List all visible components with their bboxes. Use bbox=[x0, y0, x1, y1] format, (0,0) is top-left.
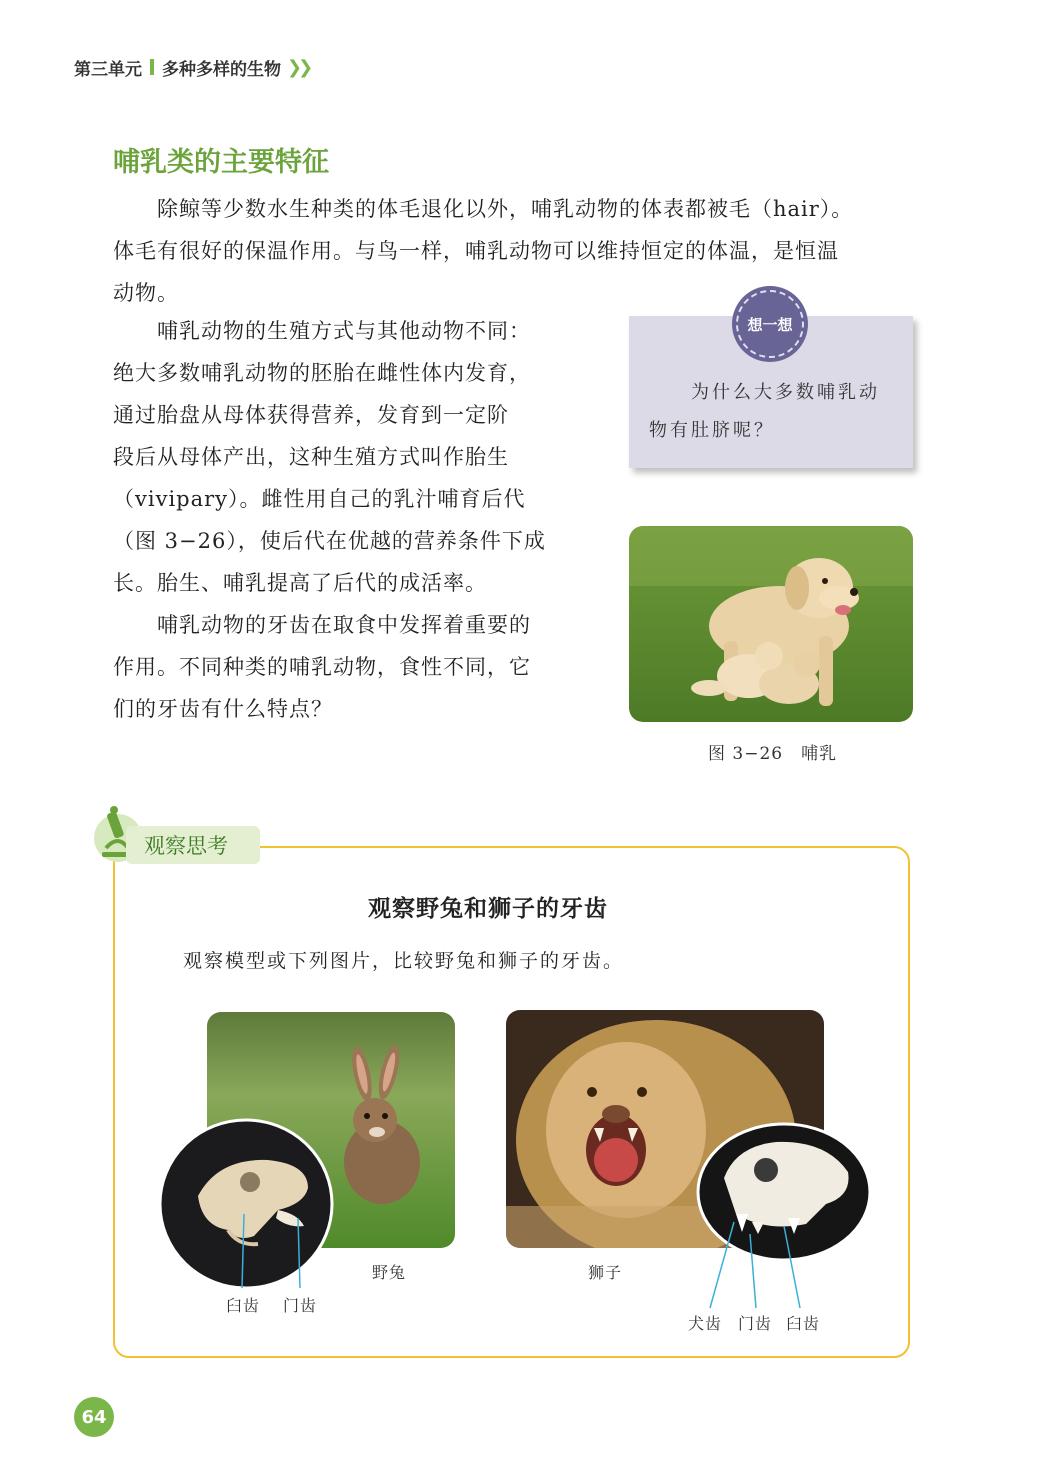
paragraph-line: 们的牙齿有什么特点？ bbox=[113, 697, 333, 721]
observe-tab-label: 观察思考 bbox=[144, 834, 228, 858]
rabbit-molar-label: 臼齿 bbox=[226, 1296, 261, 1315]
observe-intro: 观察模型或下列图片，比较野兔和狮子的牙齿。 bbox=[183, 950, 625, 972]
paragraph-line: （vivipary）。雌性用自己的乳汁哺育后代 bbox=[113, 487, 526, 511]
rabbit-name-label: 野兔 bbox=[372, 1263, 407, 1282]
nursing-dog-image bbox=[629, 526, 913, 722]
lion-leader-lines bbox=[700, 1214, 810, 1310]
observe-title: 观察野兔和狮子的牙齿 bbox=[368, 895, 608, 922]
page-number: 64 bbox=[74, 1397, 114, 1437]
header-divider bbox=[150, 59, 154, 75]
paragraph-1 bbox=[113, 188, 923, 314]
paragraph-line: 绝大多数哺乳动物的胚胎在雌性体内发育， bbox=[113, 361, 531, 385]
lion-canine-label: 犬齿 bbox=[688, 1314, 723, 1333]
think-question-line: 为什么大多数哺乳动 bbox=[691, 382, 880, 403]
think-question-line: 物有肚脐呢？ bbox=[649, 420, 775, 441]
paragraph-2 bbox=[113, 310, 583, 604]
paragraph-line: 长。胎生、哺乳提高了后代的成活率。 bbox=[113, 571, 487, 595]
paragraph-line: （图 3−26），使后代在优越的营养条件下成 bbox=[113, 529, 546, 553]
rabbit-leader-lines bbox=[230, 1200, 310, 1292]
paragraph-line: 哺乳动物的生殖方式与其他动物不同： bbox=[157, 319, 531, 343]
paragraph-line: 除鲸等少数水生种类的体毛退化以外，哺乳动物的体表都被毛（hair）。 bbox=[157, 197, 854, 221]
paragraph-3 bbox=[113, 604, 583, 730]
paragraph-line: 哺乳动物的牙齿在取食中发挥着重要的 bbox=[157, 613, 531, 637]
paragraph-line: 通过胎盘从母体获得营养，发育到一定阶 bbox=[113, 403, 509, 427]
nursing-dog-photo bbox=[629, 526, 913, 722]
paragraph-line: 动物。 bbox=[113, 281, 179, 305]
double-chevron-icon: ❯❯ bbox=[287, 56, 310, 78]
unit-title: 多种多样的生物 bbox=[162, 59, 281, 80]
section-title: 哺乳类的主要特征 bbox=[113, 147, 329, 178]
paragraph-line: 段后从母体产出，这种生殖方式叫作胎生 bbox=[113, 445, 509, 469]
unit-header bbox=[74, 52, 309, 82]
lion-name-label: 狮子 bbox=[588, 1263, 623, 1282]
observe-tab bbox=[126, 826, 260, 864]
unit-label: 第三单元 bbox=[74, 59, 142, 80]
figure-caption: 图 3−26 哺乳 bbox=[708, 744, 838, 764]
think-badge-label: 想一想 bbox=[736, 290, 804, 358]
lion-molar-label: 臼齿 bbox=[786, 1314, 821, 1333]
paragraph-line: 体毛有很好的保温作用。与鸟一样，哺乳动物可以维持恒定的体温，是恒温 bbox=[113, 239, 839, 263]
paragraph-line: 作用。不同种类的哺乳动物，食性不同，它 bbox=[113, 655, 531, 679]
lion-incisor-label: 门齿 bbox=[738, 1314, 773, 1333]
rabbit-incisor-label: 门齿 bbox=[283, 1296, 318, 1315]
think-badge bbox=[732, 286, 808, 362]
